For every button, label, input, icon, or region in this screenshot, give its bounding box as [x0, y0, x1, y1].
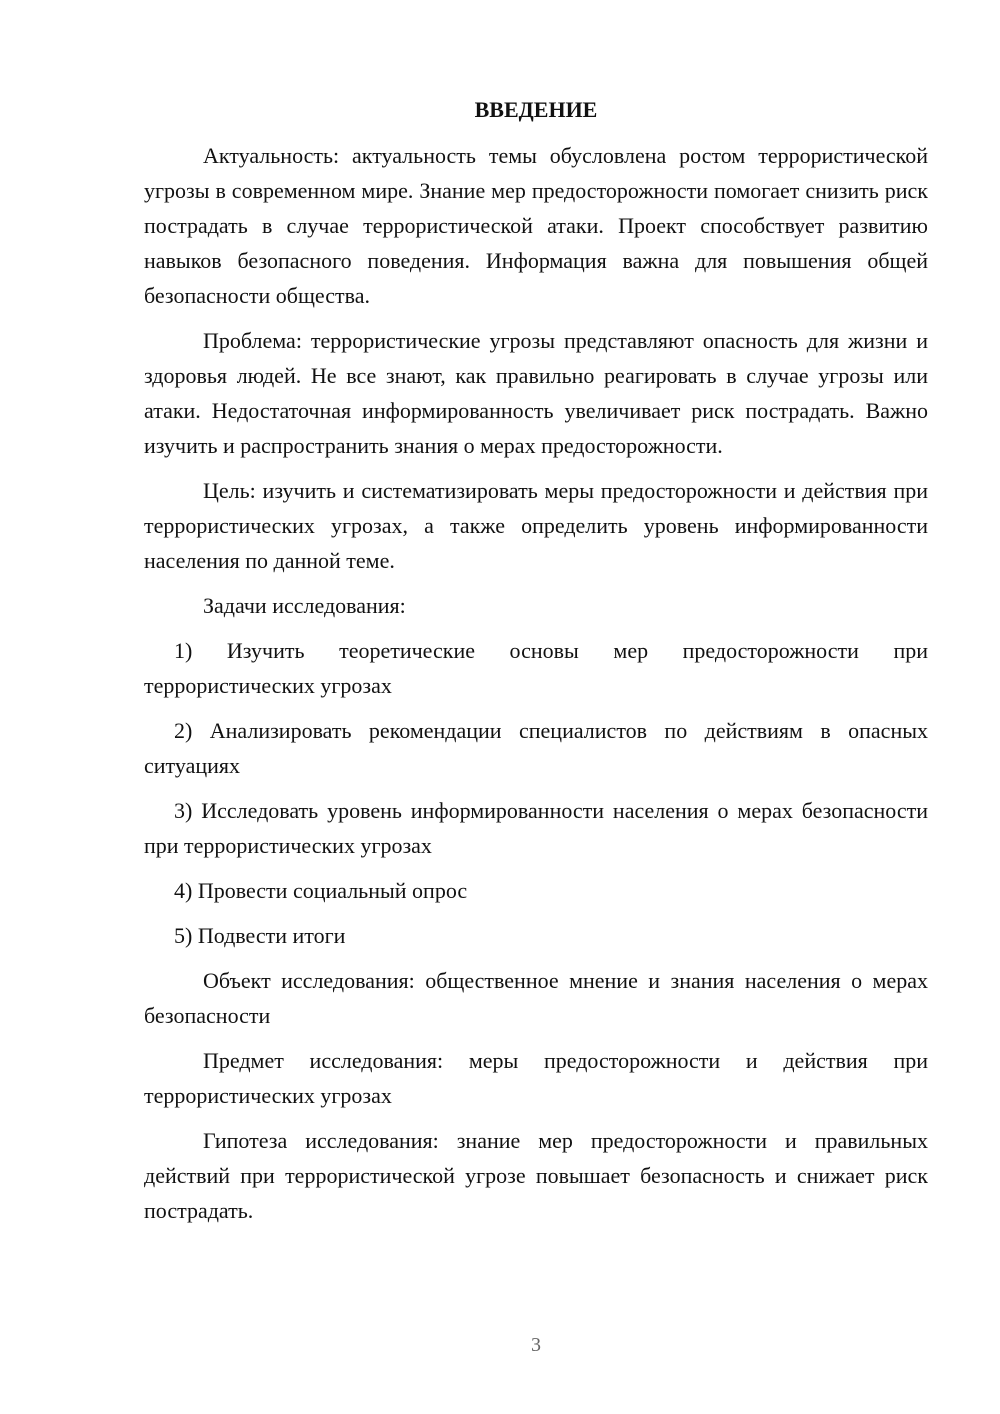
document-page [144, 92, 928, 1228]
tasks-heading: Задачи исследования: [203, 593, 406, 618]
page-title: ВВЕДЕНИЕ [474, 97, 598, 122]
relevance-paragraph: Актуальность: актуальность темы обусловлена ростом террористической угрозы в современном мире. Знание мер предосторожности помогает снизить риск пострадать в случае террористической атаки. Проект способствует развитию навыков безопасного поведения. Информация важна для повышения общей безопасности общества. [144, 143, 928, 308]
task-item-4: 4) Провести социальный опрос [174, 878, 468, 903]
problem-paragraph: Проблема: террористические угрозы представляют опасность для жизни и здоровья людей. Не все знают, как правильно реагировать в случае угрозы или атаки. Недостаточная информированность увеличивает риск пострадать. Важно изучить и распространить знания о мерах предосторожности. [144, 328, 928, 458]
hypothesis-paragraph: Гипотеза исследования: знание мер предосторожности и правильных действий при террористической угрозе повышает безопасность и снижает риск пострадать. [144, 1128, 928, 1223]
goal-paragraph: Цель: изучить и систематизировать меры предосторожности и действия при террористических угрозах, а также определить уровень информированности населения по данной теме. [144, 478, 928, 573]
task-item-3: 3) Исследовать уровень информированности населения о мерах безопасности при террористических угрозах [144, 798, 928, 858]
task-item-2: 2) Анализировать рекомендации специалистов по действиям в опасных ситуациях [144, 718, 928, 778]
task-item-1: 1) Изучить теоретические основы мер предосторожности при террористических угрозах [144, 638, 928, 698]
page-number: 3 [531, 1334, 541, 1356]
object-paragraph: Объект исследования: общественное мнение и знания населения о мерах безопасности [144, 968, 928, 1028]
task-item-5: 5) Подвести итоги [174, 923, 346, 948]
subject-paragraph: Предмет исследования: меры предосторожности и действия при террористических угрозах [144, 1048, 928, 1108]
